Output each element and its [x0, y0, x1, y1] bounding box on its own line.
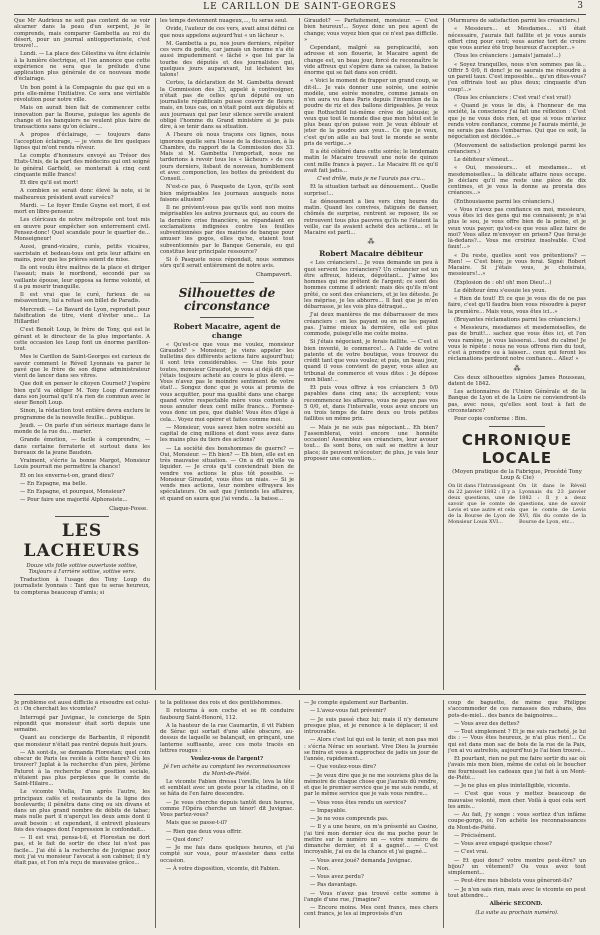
paragraph: — C'est que vous y mettez beaucoup de mauvaise volonté, mon cher. Voilà à quoi cela sert les amis... — [448, 791, 586, 810]
paragraph: « Messieurs, mesdames et mesdemoiselles, de pas de bruit!... sachez que vous êtes ici, et l'on vous ramène, je vous laisserai... tout du calme! Je vous le répète : nous ne vous offrons rien du tout, c'est à prendre ou à laisser... ceux qui feront les réclamations perdront notre confiance... Allez! » — [448, 325, 586, 363]
paragraph: les temps deviennent nuageux,..., tu seras seul. — [160, 18, 288, 24]
paragraph: — Encore moins. Mes cent francs, mes chers cent francs, je les ai improvisés d'un — [304, 905, 438, 918]
paragraph: — Rien que deux vous offrir. — [166, 828, 242, 835]
paragraph: C'est Benoît Loup, le frère de Tony, qui est le gérant et le directeur de la plus importante. A cette occasion les Loup font un énorme pavillon-tout. — [14, 327, 150, 352]
paragraph: Quant au concierge de Barbantin, il répondit que monsieur n'était pas rentré depuis huit jours. — [14, 735, 150, 748]
paragraph: A propos d'éclairage, — toujours dans l'acception éclairage, — je viens de lire quelques lignes qui m'ont rendu rêveur. — [14, 132, 150, 151]
paragraph: Lundi. — La place des Célestins va être éclairée à la lumière électrique, et l'on annonce que cette expérience ne sera que le prélude d'une application plus générale de ce nouveau mode d'éclairage. — [14, 51, 150, 83]
paragraph: Sinon, la rédaction tout entière devra exclure le programme de la nouvelle feuille... publique. — [14, 408, 150, 421]
paragraph: M. Gambetta a pu, nos jours derniers, répéter ces vers du poëte, car jamais un homme n'a été aussi impudemment « lâché » que lui par la tourbe des députés et des journalistes qui, quelques jours auparavant, lui léchaient les talons! — [160, 40, 294, 78]
paragraph: Mais on aurait bien fait de commencer cette innovation par la Bourse, puisque les agents de change et les banquiers ne veulent plus faire de transactions sans qu'on éclaire... — [14, 105, 150, 130]
paragraph: Et puis vous offrez à vos créanciers 5 0/0 payables dans cinq ans; ils acceptent; vous recommencez les affaires, vous ne payez pas vos 5 0/0, et, dans l'intervalle, vous avez encore un ou trois temps de faire deux ou trois petites faillites un même prix. — [304, 385, 438, 423]
article-title-chronique: CHRONIQUE LOCALE — [461, 431, 573, 468]
paragraph: — Il est vrai, pensa-t-il, et Florestan ne dort pas, et le fait de sortir de chez lui n'est pas facile... J'ai été à la recherche de Juvignac pour moi; j'ai vu monsieur l'avocat à son cabinet; il n'y était pas, et l'on m'a reçu de mauvaise grâce... — [14, 835, 150, 866]
paragraph: — À votre disposition, vicomte, dit Fabien. — [166, 865, 280, 872]
paragraph: « Du reste, quelles sont vos prétentions? — Rien! — C'est bien; je vous ferai. Signé: Robert Macaire. Si j'étais vous, je choisirais, messieurs!...» — [448, 252, 586, 278]
page-number: 3 — [577, 1, 584, 11]
feuilleton-rule — [14, 694, 586, 695]
paragraph: te la politesse des rois et des gentilshommes. — [160, 700, 282, 706]
column-1 — [14, 18, 150, 690]
paragraph: Jeudi. — On parle d'un sérieux mariage dans le monde de la rue du... marier. — [14, 422, 150, 435]
paragraph: Mes le Carillon de Saint-Georges est curieux de savoir comment le Réveil Lyonnais va parer le pavé que le frère de son digne administrateur vient de lancer dans ses vitres. — [14, 354, 150, 379]
paragraph: Mercredi. — Le Bavard de Lyon, reproduit pour falsification de titre, vient d'éviter une... La Hillardie! — [14, 306, 150, 325]
paragraph: Et la situation tarbait au dénouement... Quelle surprise!... — [304, 184, 438, 197]
column-3 — [304, 18, 438, 690]
dialogue-line: — Pour faire une majorité Alphonsiste... — [20, 497, 128, 504]
paragraph: — Je me fais dans quelques heures, et j'ai compté sur vous, pour m'assister dans cette occasion. — [160, 845, 294, 864]
divider — [200, 317, 254, 318]
paragraph: Interrogé par Juvignac, le concierge de Spin répondit que monsieur était sorti depuis une semaine. — [14, 714, 150, 733]
sign-text: Voulez-vous de l'argent? — [190, 756, 264, 762]
paragraph: — Tout simplement ? Et je me suis racheté, je lui dis : — Vous êtes heureux, je n'ai plus rien!... Ce qui est dans mon sac de bois de la rue de la Paix, j'en ai vu autrefois, aujourd'hui je l'ai bien trouvé... — [448, 729, 586, 754]
divider — [489, 426, 544, 427]
paragraph: (Explosion de : oh! oh! mon Dieu!...) — [454, 279, 552, 286]
section-subtitle: (Moyen pratique de la Fabrique, Procédé Tony Loup & Cie) — [452, 469, 582, 482]
paragraph: — Impayable. — [310, 807, 347, 814]
quote: C'est drôle, mais je ne l'aurais pas cru... — [317, 176, 425, 182]
article-title-silhouettes: Silhouettes de circonstance — [178, 285, 276, 313]
paragraph: Traduction à l'usage des Tony Loup du journaliste lyonnais : Tant que tu seras heureux, tu compteras beaucoup d'amis; si — [14, 577, 150, 596]
paragraph: (Tous les créanciers : C'est vrai! c'est vrai!) — [454, 94, 571, 101]
paragraph: (Bruyantes réclamations parmi les créanciers.) — [454, 316, 581, 323]
paragraph: — Vous avez engagé quelque chose? — [454, 841, 552, 847]
paragraph: « Les créanciers!... Je vous demande un peu à quoi servent les créanciers? Un créancier est un être affreux, hideux, dégoûtant... J'aime les hommes qui me prêtent de l'argent; ce sont des hommes comme il advient: mais dès qu'ils m'ont prêté, ce sont des créanciers, et je les déteste. Je les méprise, je les abhorre... Il faut que je m'en débarrasse, je les vois plus détraqué... — [304, 260, 438, 310]
paragraph: Le vicomte Viella, l'un après l'autre, les principaux cafés et restaurants de la ligne des boulevards; il pénétra dans cinq ou six divans et dans un plus grand nombre de débits de tabac; mais nulle part il n'aperçut les deux amis dont il avait besoin : et cependant, il entrevit plusieurs fois des visages dont l'expression le confondait... — [14, 789, 150, 833]
paragraph: N'est-ce pas, ô Pasquete de Lyon, qu'ils sont bien méprisables les journaux auxquels nous faisons allusion? — [160, 184, 294, 203]
paragraph: Il ne prévient-vous pas qu'ils sont non moins méprisables les autres journaux qui, au cours de la dernière crise financière, se répandaient en exclamations indignées contre les feuilles subventionnées par des mairies de banque pour amuser les gogos, elles qu'ne, etaient tout subventionnés par le Banque Generale, eu qui constitue leur principale ressource? — [160, 205, 294, 255]
paragraph: Et on les enverra-t-on, grand dieu? — [20, 472, 114, 479]
paragraph: — Monsieur, vous savez bien notre société au capital de cinq millions et dont vous avez dans les mains plus du tiers des actions? — [160, 424, 294, 444]
column-rule — [299, 700, 300, 928]
paragraph: — Je ne plus en plus inintelligible, vicomte. — [454, 783, 571, 789]
paragraph: — Précisément. — [454, 832, 497, 839]
paragraph: — C'est vrai. — [454, 849, 489, 856]
paragraph: (Mouvement de satisfaction prolongé parmi les créanciers.) — [448, 142, 586, 155]
paragraph: Le dénouement a lieu vers cinq heures du matin. Quand les convives, fatigués de danser, chômés de surprise, rentrent se reposer, ils se retrouvent tous plus pauvres qu'ils ne l'étaient la veille, car ils avaient acheté des actions... et le Macaire est parti... — [304, 198, 438, 236]
feuilleton-column-3 — [304, 700, 438, 928]
paragraph: « Quand je vous le dis, à l'honneur de ma société, la conscience j'ai fait une réflexion : C'est que je ne vous dois rien, et que si vous m'aviez rendu votre confiance, comme je l'aurais mérité, je ne serais pas dans l'embarras. Qui que ce soit, la négociation est décidée...» — [448, 103, 586, 141]
paragraph: Un bon point à la Compagnie du gaz qui en a pris elle-même l'initiative. Ce sera une véritable révolution pour notre ville. — [14, 84, 150, 103]
quote-right: On lit dans le Réveil Lyonnais du 23 janvier 1882 : Il y a deux questions, une de savoir que le comte de Levis XVI, fils du comte de la Bourse de Lyon, etc... — [519, 483, 586, 525]
paragraph: Que doit en penser le citoyen Cournet? J'espère bien qu'il va obliger M. Tony Loup d'ammener dans son journal qu'il n'a rien de commun avec le sieur Benoît Loup. — [14, 381, 150, 406]
paragraph: — La société des bonshommes de guerre? — Oui, Monsieur. — Eh bien? — Eh bien, elle est en très mauvaise situation. — On a dit qu'elle va liquider. — Je crois qu'il conviendrait bien de vendre vos actions le plus tôt possible. — Monsieur Giraudot, vous êtes un niais. — Si je vends mes actions, leur nombre effrayera les spéculateurs. On sait que j'entends les affaires, et quand on saura que j'ai vendu... la baisse... — [160, 445, 294, 502]
paragraph: « Messieurs... et Mesdames... s'il était nécessaire, j'aurais fait faillite et je vous aurais offert cinq pour cent; vous auriez tort de croire que vous auriez été trop heureux d'accepter...» — [448, 26, 586, 51]
paragraph: « Rien de tout! Et ce que je vous dis de ne pas faire, c'est qu'il faudra bien vous résoudre à payer la première... Mais vous, vous êtes ici...» — [448, 296, 586, 315]
paragraph: (Murmures de satisfaction parmi les créanciers.) — [448, 18, 580, 24]
paragraph: Cependant, malgré sa perspicacité, son adresse et son flouerie, le Macaire agent de change est, un beau jour, forcé de reconnaître le vide affreux qui s'opère dans sa caisse, la baisse énorme qui se fait dans son crédit. — [304, 45, 438, 76]
paragraph: « Vous n'avez pas confiance en moi, messieurs, vous êtes ici des gens qui me connaissent; je n'ai plus le sou, je vous offre bien de la peine, et je veux vous payer; qu'est-ce que vous allez faire de moi? Vous allez m'envoyer en prison? Que ferai-je là-dedans?... Vous me croiriez insolvable. C'est faux!...» — [448, 206, 586, 251]
paragraph: — Vous n'avez pas trouvé cette somme à l'angle d'une rue, j'imagine? — [304, 890, 438, 903]
divider — [55, 516, 109, 517]
paragraph: Mais que se passe-t-il? — [166, 820, 227, 827]
paragraph: coup de baguette, de même que Philippe s'accommoder de ces ramasses des rubans, des pots-de-miel... des bancs de baignoires... — [448, 700, 586, 719]
paragraph: « Soyez tranquilles, nous n'en sommes pas là... Offrir 5 0/0, fi donc! je ne saurais me résoudre à un pareil taux. C'est impossible... qu'en dites-vous? j'en offrirais tout au plus deux; cinquante d'un coup!...» — [448, 61, 586, 93]
paragraph: Le débiteur s'émeut... — [454, 157, 513, 163]
running-title: LE CARILLON DE SAINT-GEORGES — [203, 2, 397, 12]
paragraph: Le débiteur ému s'essuie les yeux. — [454, 287, 547, 294]
paragraph: A l'heure où nous traçons ces lignes, nous ignorons quelle sera l'issue de la discussion, à la Chambre, du rapport de la Commission des 33. Mais si M. Gambetta l'emportait, nous ne tarderions à revoir tous les « lâcheurs » de ces jours derniers, lisbaut de nouveau, humblement et avec componction, les bottes du président du Conseil... — [160, 132, 294, 182]
paragraph: Il est vrai que le curé, furieux de sa mésaventure, lui a refusé son billet de Paradis. — [14, 292, 150, 305]
column-rule — [155, 700, 156, 928]
paragraph: A la hauteur de la rue Caumartin, il vit Fabien de Sérac qui sortait d'une allée obscure, au-dessus de laquelle se balançait, en grinçant, une lanterne suffisante, avec ces mots tracés en lettres rouges : — [160, 722, 294, 754]
author-signature: Albéric SECOND. — [489, 901, 543, 907]
dialogue-line: — En Espagne, ma belle. — [20, 480, 87, 487]
paragraph: — Quoi donc? — [166, 836, 204, 843]
paragraph: — Il y a une heure, on m'a présenté au Casino, j'ai tiré mon dernier écu de ma poche pour le mettre sur le numéro un — votre numéro de dimanche dernier, et il a gagné!... — C'est incroyable, j'ai eu de la chance et j'ai gagné... — [304, 824, 438, 856]
page-header — [14, 0, 586, 15]
paragraph: Ils ont voulu être maîtres de la place et diriger l'assaut; mais le moribond, secondé par sa vaillante épouse, leur opposa sa ferme volonté, et il a pu mourir tranquille. — [14, 265, 150, 290]
paragraph: Certes, la déclaration de M. Gambetta devant la Commission des 33, appelé à contresigner, n'était pas de celles qu'un député ou un journaliste républicain puisse couvrir de fleurs; mais, en tous cas, on n'était point aux députés et aux journaux qui par leur silence servile avaient obligé l'homme du Grand ministère si je puis dire, à se tenir dans sa situation. — [160, 80, 294, 130]
paragraph: Il retourna à son coche et se fit conduire faubourg Saint-Honoré, 112. — [160, 708, 294, 721]
paragraph: Il a été célébré dans cette soirée; le lendemain matin le Macaire trouvait une note de quinze cent mille francs à payer... Le Macaire fit ce qu'il avait fait jadis... — [304, 149, 438, 174]
paragraph: — Peut-être mes bibelots vous gêneront-ils? — [454, 878, 573, 885]
feuilleton-column-4 — [448, 700, 586, 928]
paragraph: — Je ne vous comprends pas. — [310, 816, 389, 822]
column-2 — [160, 18, 294, 690]
paragraph: Grande émotion, — facile à comprendre, — dans certaine ferraterie et surtout dans les bureaux de la jeune Baudoin. — [14, 437, 150, 456]
paragraph: — Vous avez des dettes? — [454, 720, 520, 727]
paragraph: Giraudot? — Parfaitement, monsieur. — C'est bien heureux!... Soyez donc un peu agent de change; vous voyez bien que ce n'est pas difficile. » — [304, 18, 438, 43]
paragraph: « Oui, messieurs... et mesdames... et mesdemoiselles... la délicate affaire nous occupe. Je déclare qu'il me reste une pièce de dix centimes, et je vous la donne au prorata des créances...» — [448, 165, 586, 197]
paragraph: — Pas davantage. — [310, 882, 358, 889]
continuation-note: (La suite au prochain numéro). — [475, 910, 559, 916]
paragraph: Pour copie conforme : Bim. — [454, 416, 528, 422]
paragraph: Ces deux silhouettes signées James Rousseau, datent de 1842. — [448, 374, 586, 387]
epigraph: Douze vils folle sottise ouvertasie sottise, Toujours à l'arrière sottise, sottise vers. — [26, 562, 138, 575]
quote-left: On lit dans l'Intransigeant du 22 janvier 1882 : Il y a deux questions, une de savoir que le comte de Levis et une autre et cela de la Bourse de Lyon de Monsieur Louis XVI... — [448, 483, 515, 525]
paragraph: — Je compte également sur Barbantin. — [304, 700, 409, 706]
signature: Champavert. — [256, 271, 292, 278]
sign-text: Jé l'en achète au comptant les reconnaissances du Mont-de-Piété. — [163, 764, 291, 777]
paragraph: — L'avez-vous fait prévenir? — [310, 708, 387, 715]
paragraph: — Vous avez perdu? — [310, 874, 364, 880]
paragraph: « Voici le moment de frapper un grand coup, se dit-il... Je vais donner une soirée, une soirée modèle, une soirée monstre, comme jamais on n'en aura vu dans Paris depuis l'invention de la poudre de riz et des ballons dirigeables. Je veux que Rothschild lui-même crève de jalousie; je veux que tout le monde dise que mon hôtel est le plus beau qu'on puisse voir. Je veux éblouir et jeter de la poudre aux yeux... Ce que je veux, c'est qu'on aille au bal tout le monde se sente pris de vertige...» — [304, 78, 438, 147]
column-rule — [443, 700, 444, 928]
paragraph: — Je veux dire que je ne me souviens plus de la mémoire de chaque chose que j'aurais dû rendre, et que le premier service que je me suis rendu, et par le même service que je vais vous rendre... — [304, 772, 438, 798]
paragraph: (Tous les créanciers : jamais! jamais!...) — [454, 53, 561, 60]
paragraph: Si ô Pasquete nous répondait, nous sommes sûrs qu'il serait entièrement de notre avis. — [160, 257, 294, 270]
paragraph: (Enthousiasme parmi les créanciers.) — [454, 198, 555, 205]
section-title: Robert Macaire, agent de change — [173, 321, 281, 340]
paragraph: — Alors c'est lui qui est le tenir, et non pas moi : s'écria Nérac en souriant. Vive Dieu la journée se finira et vous à rapprochez de jadis un jour de l'année, rapidement... — [304, 737, 438, 762]
paragraph: Si j'étais négociant, je ferais faillite. — C'est si bien inventé, le commerce!... A l'aide de votre patente et de votre boutique, vous trouvez du crédit tant que vous voulez; et puis, un beau jour, quand il vous convient de payer, vous allez au tribunal de commerce et vous dites : Je dépose mon bilan!... — [304, 339, 438, 383]
paragraph: — Ah sont-ils, se demanda Florestan; quel coin obscur de Paris les recèle à cette heure? Où les trouver? Juplat à la recherche d'un père, Jérôme Paturot à la recherche d'une position sociale, n'étaient pas plus perplexes que le comte de Saint-Hilaire... — [14, 749, 150, 787]
article-title-lacheurs: LES LACHEURS — [23, 520, 141, 561]
paragraph: — Je vous cherche depuis tantôt deux heures, comme l'Opéra cherche un ténor! dit Juvignac. Vous partez-vous? — [160, 799, 294, 818]
paragraph: — Je n'en sais rien, mais avec le vicomte on peut tout attendre... — [448, 886, 586, 899]
column-4 — [448, 18, 586, 690]
feuilleton-column-1 — [14, 700, 150, 928]
paragraph: Je problème est aussi difficile à résoudre est celui-ci : On cherchait les vicomtes? — [14, 700, 150, 713]
paragraph: Les actionnaires de l'Union Générale et de la Banque de Lyon et de la Loire ne conviendront-ils pas, avec nous, qu'elles sont tout à fait de circonstance? — [448, 389, 586, 414]
paragraph: — Je suis passé chez lui; mais il n'y demeure presque plus, et je renonce à le déplacer; il est introuvable. — [304, 716, 438, 735]
paragraph: Vraiment, s'écrie la bonne Margot, Monsieur Louis pourrait me permettre la chance! — [14, 458, 150, 471]
divider — [200, 282, 254, 283]
section-title: Robert Macaire débiteur — [319, 249, 423, 259]
paragraph: Ovide, l'auteur de ces vers, avait ainsi défini ce que nous appelons aujourd'hui « un lâcheur ». — [160, 26, 294, 39]
paragraph: — Au fait, j'y songe : vous sortiez d'un infâme coupe-gorge, où l'on achète les reconnaissances du Mont-de-Piété. — [448, 812, 586, 831]
paragraph: — Et quoi donc? votre montre peut-être? un bijou? un vêtement? Ou vous avez tout simplement... — [448, 857, 586, 876]
paragraph: — Que voulez-vous dire? — [310, 764, 377, 771]
dialogue-line: — En Espagne, et pourquoi, Monsieur? — [20, 489, 126, 495]
paragraph: J'ai deux manières de me débarrasser de mes créanciers : en les payant ou en ne les payant pas. J'aime mieux la dernière, elle est plus commode, puisqu'elle me coûte moins. — [304, 312, 438, 337]
paragraph: — Non. — [310, 865, 330, 872]
paragraph: Mardi. — Le foyer Emile Guyne est mort, il est mort en libre-penseur. — [14, 202, 150, 215]
paragraph: — Mais je ne suis pas négociant... Eh bien? J'assemblerai, voici encore une honnête occasion! Assemblez ses créanciers, leur avouer tout... ils sont bons, on sait se mettre à leur place; ils peuvent m'écouter; de plus, je vais leur proposer une convention... — [304, 424, 438, 462]
paragraph: Le compte d'honneurs envoyé au Trésor des Etats-Unis, de la part des médecins qui ont soigné le général Garfield, se monterait à cinq cent cinquante mille francs! — [14, 153, 150, 178]
paragraph: Et pourtant, rien ne put me faire sortir du sac où j'avais mis mon bien, même de celui où le boucher me fournissait les cadeaux que j'ai fait à un Mont-de-Piété... — [448, 756, 586, 781]
twin-quotes — [448, 484, 586, 527]
ornament-icon: ⁂ — [367, 238, 375, 247]
paragraph: A combien se serait donc élevé la note, si le malheureux président avait survécu? — [14, 188, 150, 201]
paragraph: Les cléricaux de notre métropole ont tout mis en œuvre pour empêcher son enterrement civil. Pensez-donc! Quel scandale pour le quartier de... Monseigneur! — [14, 217, 150, 242]
paragraph: Le vicomte Fabien dressa l'oreille, leva la tête et semblait avec un geste pour la citadine, on il se hâta de l'en faire descendre. — [160, 778, 294, 798]
paragraph: Aussi, grand-vicaire, curés, petits vicaires, sacristain et bedeau-tous ont pris leur affaire en mains, pour que les prières soient de mise. — [14, 244, 150, 263]
paragraph: — Vous avez joué? demanda Juvignac. — [310, 857, 413, 864]
signature: Claque-Fosse. — [109, 505, 148, 512]
paragraph: « Qu'est-ce que vous me voulez, monsieur Giraudot? » Monsieur, je viens appeler les bulletins des différents actions faire aujourd'hui; il sont très considérables. — Une fois pour toutes, monsieur Giraudot, je vous ai déjà dit que j'étais toujours acheté au cours le plus élevé. — Vous n'avez pas le moindre sentiment de votre état!... Songez donc que je vous ai promis de vous acquitter, pour ma qualité dans une charge quand votre respectable mère vous contente à nous annuler deux cent mille francs... Formez-vous donc un peu, que diable! Vous êtes d'âge à cela... Voyez moi opérer et faites comme moi. — [160, 341, 294, 423]
paragraph: Et dire qu'il est mort! — [20, 180, 79, 186]
column-rule — [299, 18, 300, 690]
ornament-icon: ⁂ — [513, 364, 521, 373]
paragraph: Que Mr Audrieux ne soit pas content de se voir alcarner dans la peau d'un serpent, je le comprends, mais comparer Gambetta au roi du désert, pour un journal antiopportuniste, c'est trouvé!... — [14, 18, 150, 49]
paragraph: — Vous vous êtes rendu un service? — [310, 799, 407, 806]
column-rule — [443, 18, 444, 690]
feuilleton-column-2 — [160, 700, 294, 928]
column-rule — [155, 18, 156, 690]
